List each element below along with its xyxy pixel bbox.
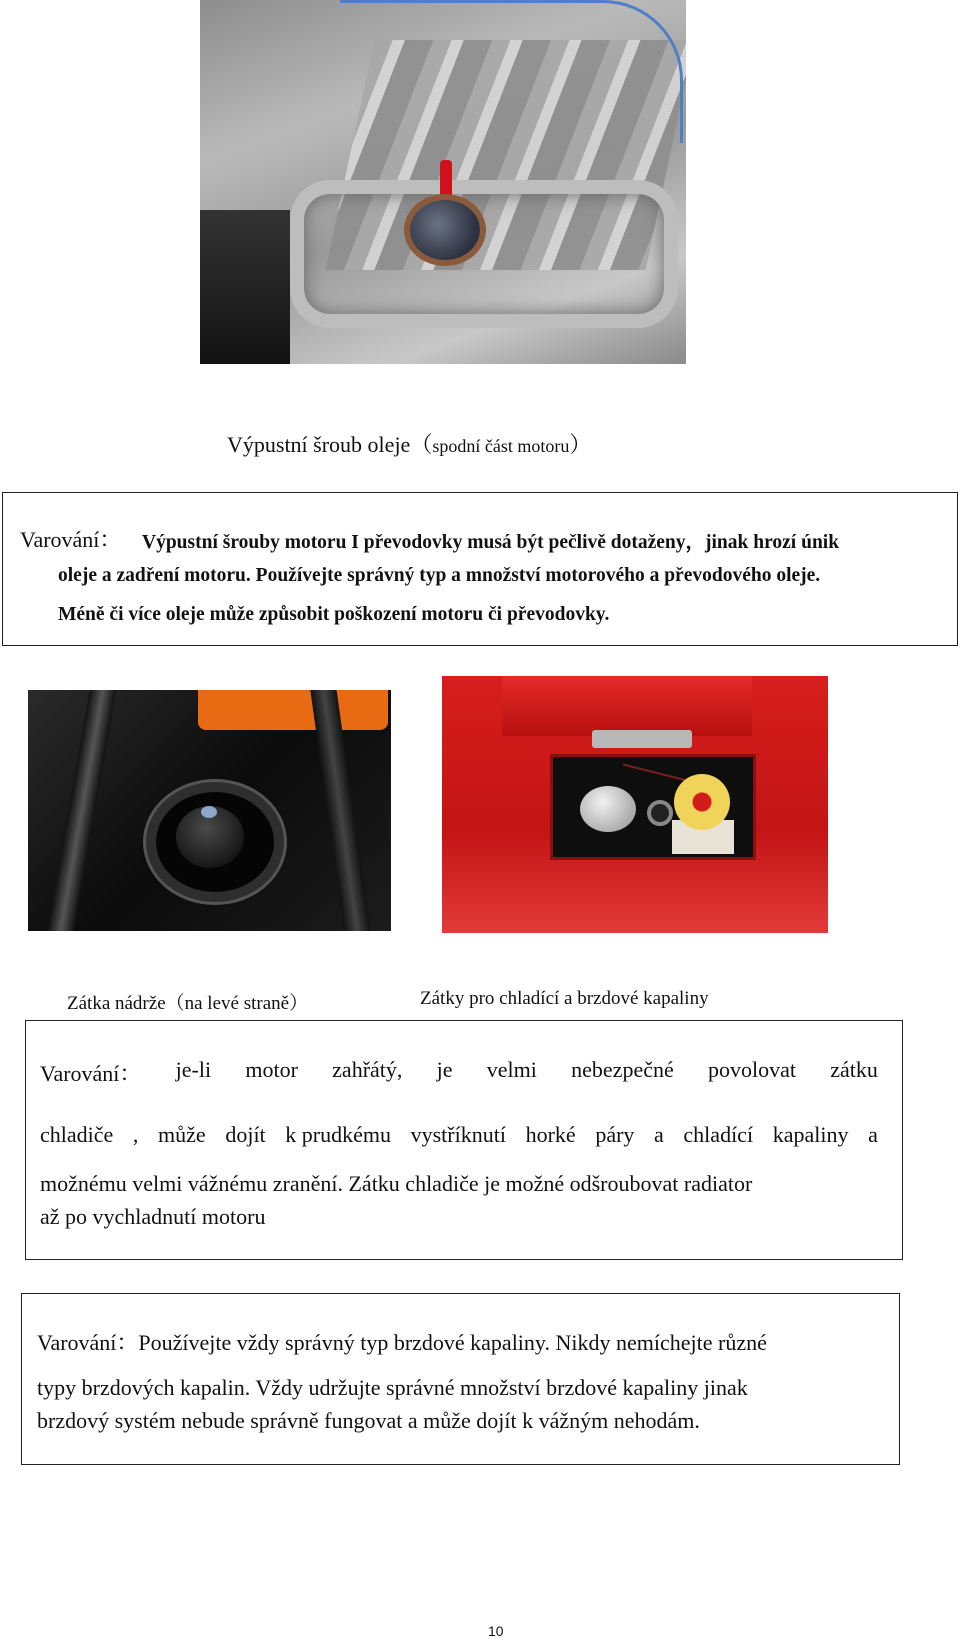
oil-drain-caption: Výpustní šroub oleje（spodní část motoru） bbox=[227, 432, 592, 457]
warning-text-line: až po vychladnutí motoru bbox=[40, 1204, 266, 1229]
oil-drain-bolt-photo bbox=[200, 0, 686, 364]
coolant-brake-caption: Zátky pro chladící a brzdové kapaliny bbox=[420, 988, 709, 1009]
fuel-cap-caption: Zátka nádrže（na levé straně） bbox=[67, 993, 309, 1014]
warning-text-line: Výpustní šrouby motoru I převodovky musá být pečlivě dotaženy，jinak hrozí únik bbox=[142, 532, 840, 553]
page-number: 10 bbox=[488, 1623, 504, 1639]
warning-box-oil bbox=[2, 492, 958, 646]
warning-text-line: oleje a zadření motoru. Používejte správný typ a množství motorového a převodového oleje. bbox=[58, 565, 821, 586]
warning-text-line: typy brzdových kapalin. Vždy udržujte správné množství brzdové kapaliny jinak bbox=[37, 1375, 748, 1400]
warning-box-radiator bbox=[25, 1020, 903, 1260]
warning-box-brake-fluid bbox=[21, 1293, 900, 1465]
warning-text-line: Varování：Používejte vždy správný typ brzdové kapaliny. Nikdy nemíchejte různé bbox=[37, 1330, 767, 1355]
warning-label: Varování： bbox=[20, 527, 122, 552]
warning-text-line: možnému velmi vážnému zranění. Zátku chladiče je možné odšroubovat radiator bbox=[40, 1171, 753, 1196]
warning-text-line: chladiče , může dojít k prudkému vystříknutí horké páry a chladící kapaliny a bbox=[40, 1122, 878, 1147]
coolant-brake-caps-photo bbox=[442, 676, 828, 933]
warning-text-line: Méně či více oleje může způsobit poškození motoru či převodovky. bbox=[58, 604, 610, 625]
warning-text-line: brzdový systém nebude správně fungovat a může dojít k vážným nehodám. bbox=[37, 1408, 700, 1433]
warning-text-line: Varování： je-li motor zahřátý, je velmi nebezpečné povolovat zátku bbox=[40, 1057, 878, 1086]
fuel-tank-cap-photo bbox=[28, 690, 391, 931]
